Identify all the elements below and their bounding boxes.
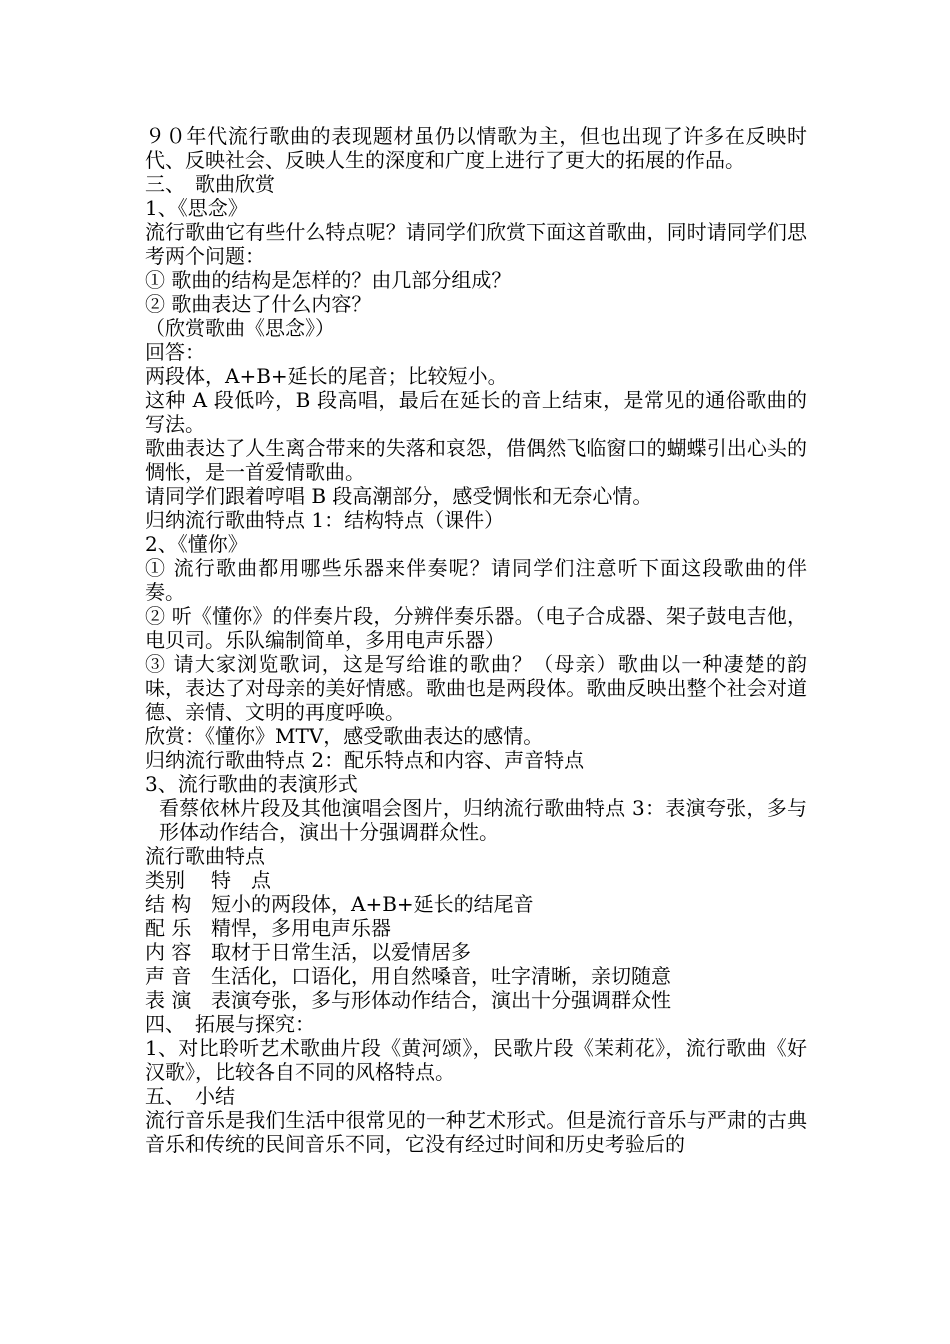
table-cell-feature: 精悍，多用电声乐器 — [211, 916, 391, 940]
table-row — [145, 940, 807, 964]
summary-line: 归纳流行歌曲特点 1：结构特点（课件） — [145, 508, 505, 532]
paragraph: 流行音乐是我们生活中很常见的一种艺术形式。但是流行音乐与严肃的古典音乐和传统的民间音乐不同，它没有经过时间和历史考验后的 — [145, 1108, 807, 1156]
paragraph: 两段体，A+B+延长的尾音；比较短小。 — [145, 364, 508, 388]
paragraph: 欣赏：《懂你》MTV，感受歌曲表达的感情。 — [145, 724, 544, 748]
section-heading-4: 四、 拓展与探究： — [145, 1012, 315, 1036]
table-cell-category: 内 容 — [145, 940, 192, 964]
table-header-row — [145, 868, 807, 892]
song-heading-1: 1、《思念》 — [145, 196, 248, 220]
table-cell-category: 表 演 — [145, 988, 192, 1012]
table-header-category: 类别 — [145, 868, 185, 892]
document-body — [145, 124, 807, 1156]
table-cell-feature: 表演夸张，多与形体动作结合，演出十分强调群众性 — [211, 988, 671, 1012]
paragraph: 流行歌曲它有些什么特点呢？请同学们欣赏下面这首歌曲，同时请同学们思考两个问题： — [145, 220, 807, 268]
song-heading-3: 3、流行歌曲的表演形式 — [145, 772, 358, 796]
question-item: ③ 请大家浏览歌词，这是写给谁的歌曲？（母亲）歌曲以一种凄楚的韵味，表达了对母亲的美好情感。歌曲也是两段体。歌曲反映出整个社会对道德、亲情、文明的再度呼唤。 — [145, 652, 807, 724]
table-header-feature: 特 点 — [211, 868, 271, 892]
paragraph: 歌曲表达了人生离合带来的失落和哀怨，借偶然飞临窗口的蝴蝶引出心头的惆怅，是一首爱情歌曲。 — [145, 436, 807, 484]
table-row — [145, 892, 807, 916]
paragraph: 1、对比聆听艺术歌曲片段《黄河颂》，民歌片段《茉莉花》，流行歌曲《好汉歌》，比较各自不同的风格特点。 — [145, 1036, 807, 1084]
song-heading-2: 2、《懂你》 — [145, 532, 248, 556]
section-heading-3: 三、 歌曲欣赏 — [145, 172, 275, 196]
paragraph: 这种 A 段低吟，B 段高唱，最后在延长的音上结束，是常见的通俗歌曲的写法。 — [145, 388, 807, 436]
paragraph-intro: ９０年代流行歌曲的表现题材虽仍以情歌为主，但也出现了许多在反映时代、反映社会、反映人生的深度和广度上进行了更大的拓展的作品。 — [145, 124, 807, 172]
paragraph: 请同学们跟着哼唱 B 段高潮部分，感受惆怅和无奈心情。 — [145, 484, 653, 508]
paragraph: 看蔡依林片段及其他演唱会图片，归纳流行歌曲特点 3：表演夸张，多与形体动作结合，演出十分强调群众性。 — [159, 796, 807, 844]
question-item: ② 听《懂你》的伴奏片段，分辨伴奏乐器。（电子合成器、架子鼓电吉他，电贝司。乐队编制简单，多用电声乐器） — [145, 604, 807, 652]
table-row — [145, 988, 807, 1012]
paragraph: （欣赏歌曲《思念》） — [145, 316, 335, 340]
question-item: ① 流行歌曲都用哪些乐器来伴奏呢？请同学们注意听下面这段歌曲的伴奏。 — [145, 556, 807, 604]
question-item: ② 歌曲表达了什么内容？ — [145, 292, 372, 316]
table-cell-feature: 生活化，口语化，用自然嗓音，吐字清晰，亲切随意 — [211, 964, 671, 988]
table-cell-feature: 取材于日常生活，以爱情居多 — [211, 940, 471, 964]
table-title: 流行歌曲特点 — [145, 844, 265, 868]
table-row — [145, 916, 807, 940]
table-cell-category: 配 乐 — [145, 916, 192, 940]
summary-line: 归纳流行歌曲特点 2：配乐特点和内容、声音特点 — [145, 748, 585, 772]
section-heading-5: 五、 小结 — [145, 1084, 235, 1108]
table-cell-category: 声 音 — [145, 964, 192, 988]
paragraph: 回答： — [145, 340, 205, 364]
table-cell-category: 结 构 — [145, 892, 192, 916]
question-item: ① 歌曲的结构是怎样的？由几部分组成？ — [145, 268, 512, 292]
table-row — [145, 964, 807, 988]
table-cell-feature: 短小的两段体，A+B+延长的结尾音 — [211, 892, 534, 916]
